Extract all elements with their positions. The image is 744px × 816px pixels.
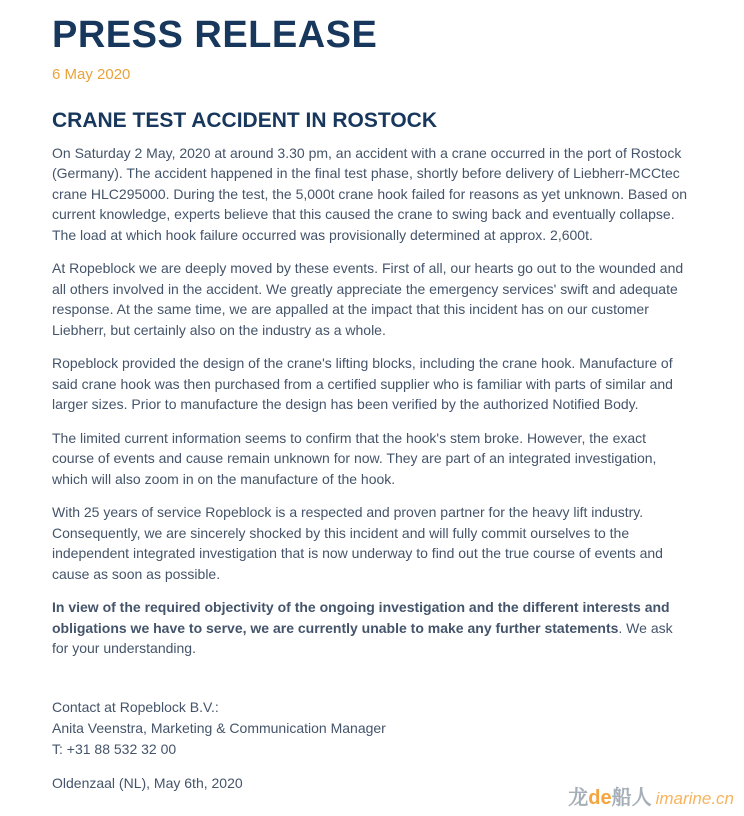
paragraph-sympathy: At Ropeblock we are deeply moved by these events. First of all, our hearts go out to the wounded and all others involved in the accident. We greatly appreciate the emergency services' swift and adequate response. At the same time, we are appalled at the impact that this incident has on our customer Liebherr, but certainly also on the industry as a whole. [52,260,684,338]
watermark-cjk-gray-1: 龙 [568,787,589,809]
watermark-cjk-gray-2: 船人 [611,787,652,809]
article-heading: CRANE TEST ACCIDENT IN ROSTOCK [52,108,438,132]
signoff-line: Oldenzaal (NL), May 6th, 2020 [52,774,243,791]
article-body [52,143,690,659]
contact-heading: Contact at Ropeblock B.V.: [52,698,219,715]
paragraph-design-origin: Ropeblock provided the design of the crane's lifting blocks, including the crane hook. Manufacture of said crane hook was then purchased from a certified supplier who is familiar with parts of similar and larger sizes. Prior to manufacture the design has been verified by the authorized Notified Body. [52,355,673,413]
release-date: 6 May 2020 [52,66,131,83]
statement-regular-text: . We ask for your understanding. [52,619,673,657]
paragraph-investigation: The limited current information seems to confirm that the hook's stem broke. However, the exact course of events and cause remain unknown for now. They are part of an integrated investigation, which will also zoom in on the manufacture of the hook. [52,429,657,487]
contact-person: Anita Veenstra, Marketing & Communication Manager [52,719,386,736]
statement-bold-text: In view of the required objectivity of the ongoing investigation and the different interests and obligations we have to serve, we are currently unable to make any further statements [52,599,670,636]
watermark-de-orange: de [588,787,612,809]
paragraph-accident-summary: On Saturday 2 May, 2020 at around 3.30 pm, an accident with a crane occurred in the port of Rostock (Germany). The accident happened in the final test phase, shortly before delivery of Liebherr-MCCtec crane HLC295000. During the test, the 5,000t crane hook failed for reasons as yet unknown. Based on current knowledge, experts believe that this caused the crane to swing back and eventually collapse. The load at which hook failure occurred was provisionally determined at approx. 2,600t. [52,144,688,243]
contact-phone: T: +31 88 532 32 00 [52,740,177,757]
paragraph-statement [52,597,690,659]
paragraph-commitment: With 25 years of service Ropeblock is a respected and proven partner for the heavy lift industry. Consequently, we are sincerely shocked by this incident and will fully commit ourselves to the independent integrated investigation that is now underway to find out the true course of events and cause as soon as possible. [52,504,663,582]
watermark-site-url: imarine.cn [655,789,734,808]
document-title: PRESS RELEASE [52,14,378,56]
contact-block [52,697,690,760]
watermark [568,788,734,808]
